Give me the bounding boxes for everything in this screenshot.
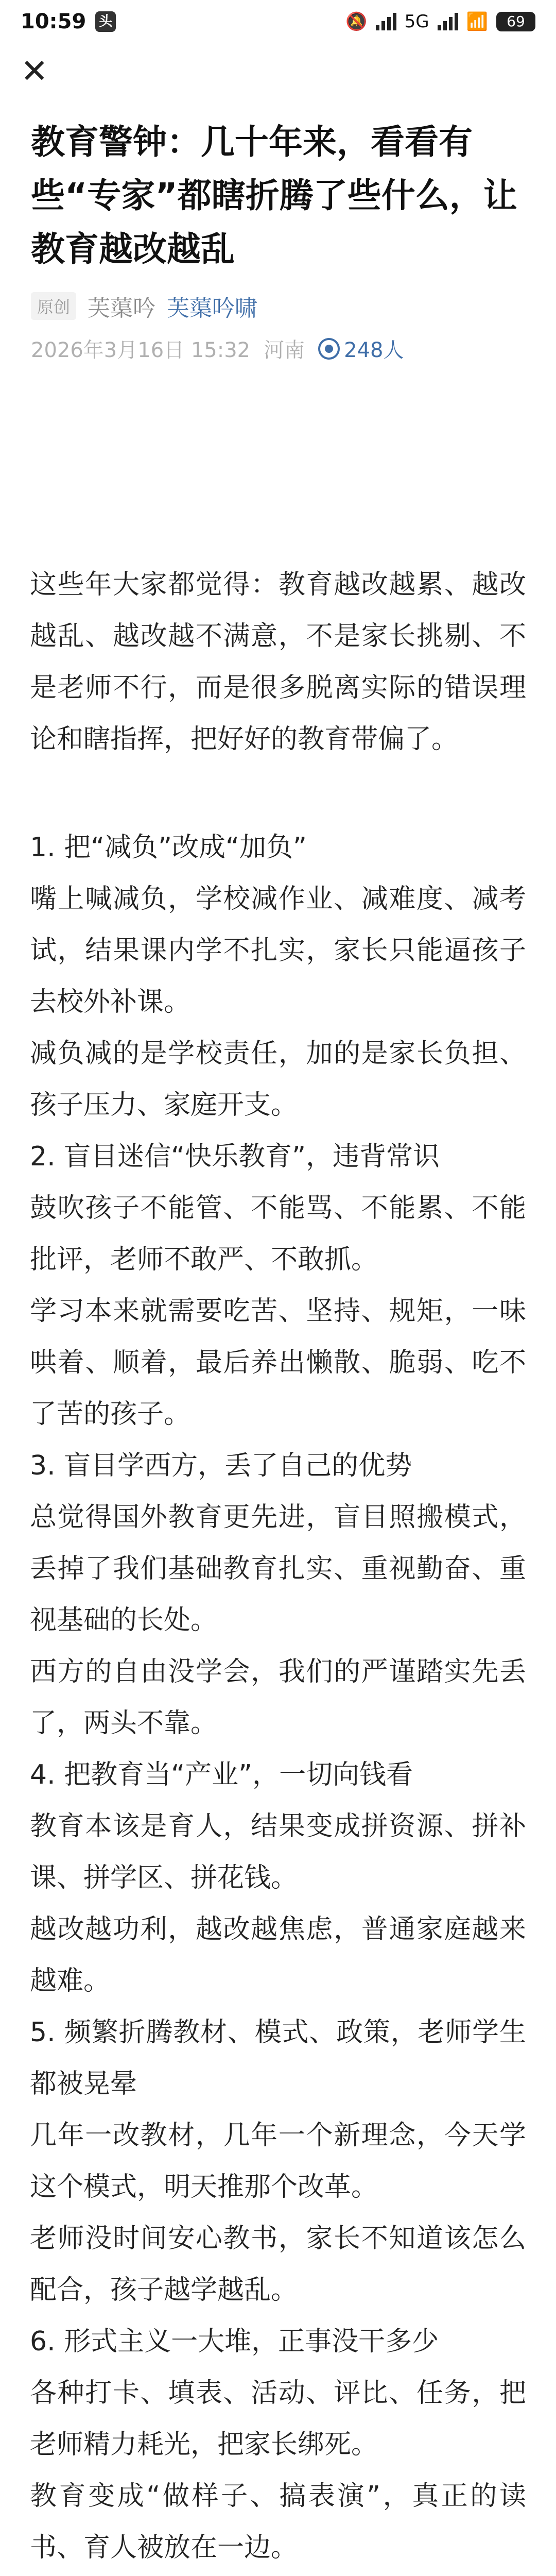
paragraph: 西方的自由没学会，我们的严谨踏实先丢了，两头不靠。 [30, 1656, 526, 1739]
paragraph: 鼓吹孩子不能管、不能骂、不能累、不能批评，老师不敢严、不敢抓。 [30, 1193, 526, 1275]
signal-icon-2 [438, 13, 458, 30]
paragraph: 几年一改教材，几年一个新理念，今天学这个模式，明天推那个改革。 [30, 2120, 526, 2202]
mute-icon: 🔕 [345, 11, 368, 32]
paragraph: 老师没时间安心教书，家长不知道该怎么配合，孩子越学越乱。 [30, 2223, 526, 2306]
paragraph: 这些年大家都觉得：教育越改越累、越改越乱、越改越不满意，不是家长挑剔、不是老师不行，而是很多脱离实际的错误理论和瞎指挥，把好好的教育带偏了。 [30, 569, 526, 755]
section-heading: 6. 形式主义一大堆，正事没干多少 [30, 2326, 439, 2357]
status-bar [0, 0, 556, 43]
nav-bar [0, 43, 556, 100]
paragraph: 学习本来就需要吃苦、坚持、规矩，一味哄着、顺着，最后养出懒散、脆弱、吃不了苦的孩子。 [30, 1296, 526, 1430]
reader-count [318, 334, 404, 363]
battery-icon: 69 [496, 12, 535, 31]
paragraph: 教育本该是育人，结果变成拼资源、拼补课、拼学区、拼花钱。 [30, 1811, 526, 1893]
author-name: 芙蕖吟 [88, 295, 156, 321]
section-heading [30, 2573, 526, 2576]
section-heading: 5. 频繁折腾教材、模式、政策，老师学生都被晃晕 [30, 2017, 526, 2099]
paragraph: 嘴上喊减负，学校减作业、减难度、减考试，结果课内学不扎实，家长只能逼孩子去校外补课。 [30, 884, 526, 1018]
section-heading: 2. 盲目迷信“快乐教育”，违背常识 [30, 1141, 440, 1172]
wifi-icon: 📶 [466, 11, 488, 32]
paragraph: 教育变成“做样子、搞表演”，真正的读书、育人被放在一边。 [30, 2481, 526, 2563]
close-icon[interactable]: ✕ [21, 53, 48, 91]
signal-icon [376, 13, 396, 30]
paragraph: 越改越功利，越改越焦虑，普通家庭越来越难。 [30, 1914, 526, 1996]
meta-row [0, 323, 556, 363]
paragraph: 各种打卡、填表、活动、评比、任务，把老师精力耗光，把家长绑死。 [30, 2378, 526, 2460]
original-tag: 原创 [31, 292, 76, 320]
article-body [0, 363, 556, 2576]
publish-location: 河南 [264, 338, 305, 362]
paragraph: 总觉得国外教育更先进，盲目照搬模式，丢掉了我们基础教育扎实、重视勤奋、重视基础的长处。 [30, 1502, 526, 1636]
account-link[interactable]: 芙蕖吟啸 [167, 295, 258, 321]
section-heading: 1. 把“减负”改成“加负” [30, 832, 307, 863]
network-type: 5G [404, 11, 429, 32]
status-left [21, 10, 116, 33]
section-heading: 3. 盲目学西方，丢了自己的优势 [30, 1450, 412, 1481]
app-notification-icon: 头 [95, 11, 116, 32]
reader-count-text: 248人 [344, 338, 404, 362]
status-time: 10:59 [21, 10, 86, 33]
reader-icon [318, 338, 340, 360]
section-heading: 4. 把教育当“产业”，一切向钱看 [30, 1759, 413, 1790]
publish-date: 2026年3月16日 15:32 [31, 338, 251, 362]
status-right [345, 11, 535, 32]
paragraph: 减负减的是学校责任，加的是家长负担、孩子压力、家庭开支。 [30, 1038, 526, 1121]
byline [0, 276, 556, 323]
article-title: 教育警钟：几十年来，看看有些“专家”都瞎折腾了些什么，让教育越改越乱 [31, 122, 517, 269]
